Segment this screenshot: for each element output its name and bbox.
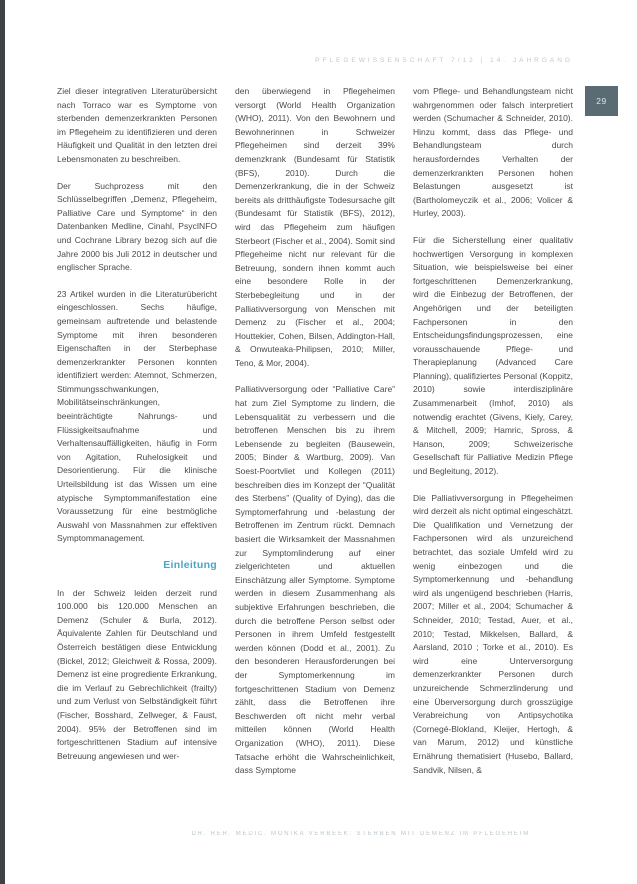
page-edge-strip [0, 0, 5, 884]
article-body [57, 85, 573, 823]
intro-paragraph-1: In der Schweiz leiden derzeit rund 100.000 bis 120.000 Menschen an Demenz (Schuler & Burla, 2012). Äquivalente Zahlen für Deutschland und Österreich bestätigen diese Entwicklung (Bickel, 2012; Gleichweit & Rossa, 2009). Demenz ist eine progrediente Erkrankung, die im Verlauf zu Gebrechlichkeit (frailty) und zum Verlust von Selbständigkeit führt (Fischer, Bosshard, Zellweger, & Faust, 2004). 95% der Betroffenen sind im fortgeschrittenen Stadium auf intensive Betreuung angewiesen und wer- [57, 587, 217, 761]
intro-paragraph-2: den überwiegend in Pflegeheimen versorgt (World Health Organization (WHO), 2011). Von den Bewohnern und Bewohnerinnen in Schweizer Pflegeheimen sind derzeit 39% demenzkrank (Bundesamt für Statistik (BFS), 2010). Durch die Demenzerkrankung, die in der Schweiz bereits als dritthäufigste Todesursache gilt (Bundesamt für Statistik (BFS), 2012), wird das Pflegeheim zum häufigen Sterbeort (Fischer et al., 2004). Somit sind Pflegeheime nicht nur relevant für die Betreuung, sondern ihnen kommt auch eine besondere Rolle in der Sterbebegleitung und in der Palliativversorgung von Menschen mit Demenz zu (Fischer et al., 2004; Houttekier, Cohen, Bilsen, Addington-Hall, & Onwuteaka-Philipsen, 2010; Miller, Teno, & Mor, 2004). [235, 86, 395, 368]
intro-paragraph-6: Die Palliativversorgung in Pflegeheimen wird derzeit als nicht optimal eingeschätzt. Die Qualifikation und Vernetzung der Fachpersonen wird als unzureichend betrachtet, das soziale Umfeld wird zu wenig einbezogen und die Symptomerkennung und -behandlung wird als ungenügend beschrieben (Harris, 2007; Miller et al., 2004; Schumacher & Schneider, 2010; Testad, Auer, et al., 2010; Testad, Mikkelsen, Ballard, & Aarsland, 2010 ; Torke et al., 2010). Es wird eine Unterversorgung demenzerkrankter Personen durch unzureichende Schmerzlinderung und eine Überversorgung durch grosszügige Verabreichung von Antipsychotika (Cornegé-Blokland, Kleijer, Hertogh, & van Marum, 2012) und künstliche Ernährung thematisiert (Husebo, Ballard, Sandvik, Nilsen, & [413, 492, 573, 775]
journal-header: PFLEGEWISSENSCHAFT 7/12 | 14. JAHRGANG [315, 57, 573, 64]
abstract-results-paragraph: 23 Artikel wurden in die Literaturübericht eingeschlossen. Sechs häufige, gemeinsam auftretende und belastende Symptome mit ihren besonderen Eigenschaften in der Sterbephase demenzerkrankter Personen konnten identifiziert werden: Atemnot, Schmerzen, Stimmungsschwankungen, Mobilitätseinschränkungen, beeinträchtigte Nahrungs- und Flüssigkeitsaufnahme und Verhaltensauffälligkeiten, häufig in Form von Agitation, Ruhelosigkeit und Desorientierung. Für die klinische Urteilsbildung ist das Wissen um eine atypische Symptommanifestation eine Voraussetzung für eine bestmögliche Auswahl von Massnahmen zur effektiven Symptommanagement. [57, 288, 217, 544]
column-2 [235, 85, 395, 823]
abstract-method-paragraph: Der Suchprozess mit den Schlüsselbegriffen „Demenz, Pflegeheim, Palliative Care und Symptome“ in den Datenbanken Medline, Cinahl, PsycINFO und Cochrane Library bezog sich auf die Jahre 2000 bis Juli 2012 in deutscher und englischer Sprache. [57, 180, 217, 273]
section-heading-einleitung: Einleitung [163, 559, 217, 571]
page-number-badge [585, 86, 618, 116]
page-number: 29 [596, 96, 607, 106]
intro-paragraph-5: Für die Sicherstellung einer qualitativ hochwertigen Versorgung in komplexen Situation, wie beispielsweise bei einer fortgeschrittenen Demenzerkrankung, wird die Einbezug der Betroffenen, der Angehörigen und der beteiligten Fachpersonen in den Entscheidungsfindungsprozessen, eine vorausschauende Pflege- und Therapieplanung (Advanced Care Planning), qualifiziertes Personal (Koppitz, 2010) sowie interdisziplinäre Zusammenarbeit (Imhof, 2010) als notwendig erachtet (Givens, Kiely, Carey, & Mitchell, 2009; Hamric, Spross, & Hanson, 2009; Schweizerische Gesellschaft für Palliative Medizin Pflege und Begleitung, 2012). [413, 234, 573, 477]
abstract-aim-paragraph: Ziel dieser integrativen Literaturübersicht nach Torraco war es Symptome von sterbenden demenzerkrankten Personen im Pflegeheim zu identifizieren und deren Häufigkeit und Qualität in den letzten drei Lebensmonaten zu beschreiben. [57, 86, 217, 164]
intro-paragraph-4: vom Pflege- und Behandlungsteam nicht wahrgenommen oder falsch interpretiert werden (Schumacher & Schneider, 2010). Hinzu kommt, dass das Pflege- und Behandlungsteam durch herausforderndes Verhalten der demenzerkrankten Personen hohen Belastungen ausgesetzt ist (Bartholomeyczik et al., 2006; Volicer & Hurley, 2003). [413, 86, 573, 219]
column-3 [413, 85, 573, 823]
page-footer: DR. RER. MEDIC. MONIKA VERBEEK: STERBEN MIT DEMENZ IM PFLEGEHEIM [191, 831, 530, 837]
column-1 [57, 85, 217, 823]
intro-paragraph-3: Palliativversorgung oder “Palliative Care” hat zum Ziel Symptome zu lindern, die Lebensqualität zu verbessern und die betroffenen Menschen bis zu ihrem Lebensende zu begleiten (Bausewein, 2005; Binder & Wartburg, 2009). Van Soest-Poortvliet und Kollegen (2011) beschreiben dies im Konzept der “Qualität des Sterbens” (Quality of Dying), das die Symptomerfahrung und -belastung der Betroffenen im Zentrum rückt. Demnach basiert die Wirksamkeit der Massnahmen zur Symptomlinderung auf einer zielgerichteten und aktuellen Einschätzung aller Symptome. Symptome werden in diesem Zusammenhang als subjektive Erfahrungen beschrieben, die durch die betroffene Person selbst oder Personen in ihrem Umfeld festgestellt werden können (Dodd et al., 2001). Zu den besonderen Herausforderungen bei der Symptomerkennung im fortgeschrittenen Stadium von Demenz zählt, dass die Betroffenen ihre Beschwerden oft nicht mehr verbal mitteilen können (World Health Organization (WHO), 2011). Diese Tatsache erhöht die Wahrscheinlichkeit, dass Symptome [235, 384, 395, 776]
